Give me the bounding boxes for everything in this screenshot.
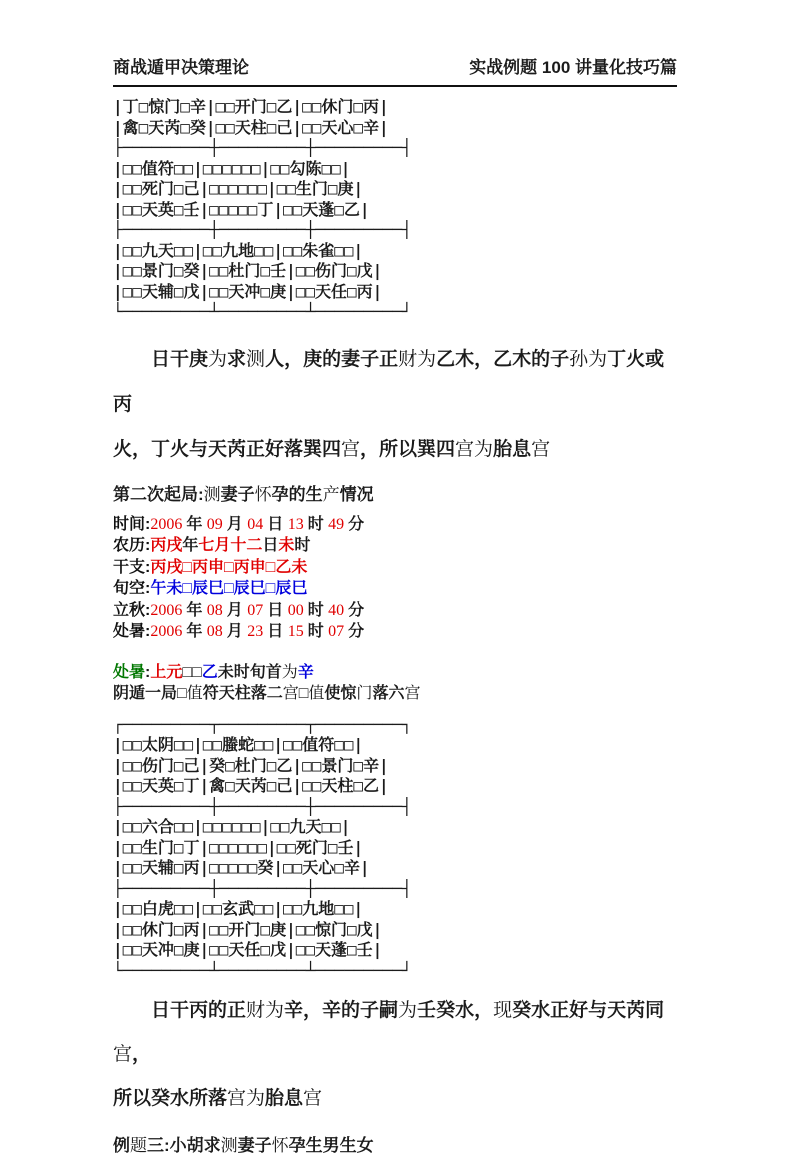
chart-line: |禽□天芮□癸|□□天柱□己|□□天心□辛| [113,117,389,137]
text-segment: 财为 [246,1000,285,1021]
text-segment: 火，丁火与天芮正好落巽四 [113,438,342,460]
text-segment: 七月十二 [198,537,263,554]
text-segment: 测 [203,484,221,504]
text-segment: 04 [247,515,268,533]
info-label-lunar: 农历: [113,537,151,554]
header-left-title: 商战遁甲决策理论 [113,58,249,77]
text-segment: 时 [294,537,311,554]
text-segment: 分 [348,601,365,619]
text-segment: 宫 [404,684,421,702]
text-segment: 月 [226,623,248,640]
text-segment: 门 [356,684,373,702]
text-segment: 日干丙的正 [151,1000,247,1021]
chart-line: |□□生门□丁|□□□□□□|□□死门□壬| [113,837,364,857]
text-segment: 乙木，乙木的子 [436,348,570,370]
text-segment: 测 [246,348,266,370]
text-segment: 分 [348,623,365,640]
text-segment: 辛，辛的子嗣 [284,1000,399,1021]
text-segment: 所以癸水所落 [113,1088,228,1109]
chart-line: |□□休门□丙|□□开门□庚|□□惊门□戊| [113,919,383,939]
chart-line: ├─────────┼─────────┼─────────┤ [113,220,412,239]
analysis-paragraph-1 [113,337,677,472]
chart-line: ├─────────┼─────────┼─────────┤ [113,878,412,898]
text-segment: 丙戌□丙申□丙申□乙未 [150,558,308,576]
text-segment: 妻子 [220,484,255,504]
text-segment: 落六 [372,684,405,702]
text-segment: 23 [247,623,268,640]
analysis-paragraph-2 [113,989,677,1121]
text-segment: 年 [182,537,199,554]
yuan-xunshou-line [113,662,677,683]
text-segment: 例 [113,1136,130,1155]
chart-line: |□□天冲□庚|□□天任□戊|□□天蓬□壬| [113,940,383,959]
text-segment: 年 [186,601,207,619]
header-right-title: 实战例题 100 讲量化技巧篇 [469,58,677,77]
text-segment: 日 [262,537,279,554]
text-segment: 现 [493,1000,513,1021]
text-segment: 为 [281,663,298,681]
text-segment: ，所以巽四 [360,438,456,460]
text-segment: 月 [226,515,248,533]
chart-line: ├─────────┼─────────┼─────────┤ [113,796,412,816]
chart-line: |□□天英□壬|□□□□□丁|□□天蓬□乙| [113,199,370,219]
text-segment: 丁火或丙 [113,348,665,415]
chart-line: |□□天辅□戊|□□天冲□庚|□□天任□丙| [113,281,383,301]
text-segment: 年 [186,515,207,533]
text-segment: 日 [267,601,288,619]
chart-line: |□□天英□丁|禽□天芮□己|□□天柱□乙| [113,776,389,795]
text-segment: 年 [186,623,207,640]
text-segment: 2006 [150,515,187,533]
chart-line: |□□景门□癸|□□杜门□壬|□□伤门□戊| [113,261,383,280]
info-row-ganzhi [113,557,677,579]
chart-line: |□□死门□己|□□□□□□|□□生门□庚| [113,179,364,198]
text-segment: 值 [186,684,203,702]
ju-zhifu-zhishi-line [113,683,677,705]
chart-line: |□□太阴□□|□□螣蛇□□|□□值符□□| [113,735,364,754]
chart-line: |□□六合□□|□□□□□□|□□九天□□| [113,817,351,836]
text-segment: 产 [322,484,340,504]
chart-line: ┌─────────┬─────────┬─────────┐ [113,714,412,734]
info-value-liqiu [150,602,364,619]
text-segment: 财为 [398,348,437,370]
chart-line: └─────────┴─────────┴─────────┘ [113,302,412,321]
text-segment: 情况 [339,484,374,504]
text-segment: 求 [227,348,247,370]
text-segment: 09 [206,515,227,533]
text-segment: □□ [182,663,202,681]
text-segment: 测 [220,1136,238,1155]
text-segment: 孙为 [569,348,608,370]
text-segment: 使惊 [324,684,357,702]
text-segment: 08 [206,601,227,619]
text-segment: 日 [267,515,288,533]
text-segment: 癸水正好与天芮同 [512,1000,665,1021]
text-segment: 宫 [531,438,551,460]
info-label-chushu: 处暑: [113,623,151,640]
info-row-chushu [113,621,677,643]
cast-info-block [113,514,677,643]
text-segment: 值 [308,684,325,702]
example-three-heading [113,1133,677,1159]
chart-line: ├─────────┼─────────┼─────────┤ [113,138,412,157]
text-segment: 时 [307,623,329,640]
chart-line: |丁□惊门□辛|□□开门□乙|□□休门□丙| [113,97,389,116]
text-segment: 宫 [303,1088,323,1109]
text-segment: : [145,663,151,681]
text-segment: 日干庚 [151,348,209,370]
text-segment: 题 [130,1136,147,1155]
text-segment: ， [132,1044,152,1065]
text-segment: 阴遁一局□ [113,684,187,702]
text-segment: 宫 [341,438,361,460]
text-segment: 符天柱落二 [202,684,283,702]
text-segment: 孕生男生女 [288,1136,374,1155]
info-value-ganzhi [150,559,307,576]
qimen-chart-2 [113,715,677,982]
info-value-time [150,516,364,533]
chart-line: └─────────┴─────────┴─────────┘ [113,960,412,980]
info-label-ganzhi: 干支: [113,558,151,576]
info-label-time: 时间: [113,515,151,533]
text-segment: 宫 [113,1044,133,1065]
text-segment: 08 [206,623,227,640]
text-segment: 胎息 [265,1088,304,1109]
chart-line: |□□白虎□□|□□玄武□□|□□九地□□| [113,899,364,918]
info-row-lunar [113,535,677,557]
text-segment: 07 [247,601,268,619]
info-label-xunkong: 旬空: [113,580,151,597]
info-value-xunkong [150,580,307,597]
info-value-lunar [150,537,310,554]
text-segment: 07 [328,623,349,640]
text-segment: 月 [226,601,248,619]
chart-line: |□□九天□□|□□九地□□|□□朱雀□□| [113,240,364,260]
text-segment: 处暑 [113,663,146,681]
text-segment: 三:小胡求 [147,1136,221,1155]
info-label-liqiu: 立秋: [113,601,151,619]
text-segment: 宫为 [227,1088,266,1109]
text-segment: 2006 [150,623,187,640]
text-segment: 日 [267,623,288,640]
chart-line: |□□天辅□丙|□□□□□癸|□□天心□辛| [113,858,370,877]
text-segment: 未时旬首 [217,663,282,681]
text-segment: 为 [398,1000,418,1021]
text-segment: 怀 [254,484,272,504]
text-segment: 分 [348,515,365,533]
text-segment: 15 [287,623,308,640]
text-segment: 人，庚的妻子正 [265,348,399,370]
text-segment: 第二次起局: [113,484,204,504]
text-segment: 2006 [150,601,187,619]
chart-line: |□□伤门□己|癸□杜门□乙|□□景门□辛| [113,755,389,775]
text-segment: 宫 [282,684,299,702]
text-segment: 午未□辰巳□辰巳□辰巳 [150,580,308,597]
text-segment: □ [298,684,309,702]
info-row-time [113,514,677,536]
text-segment: 宫为 [455,438,494,460]
section-heading-second-cast [113,482,677,508]
text-segment: 49 [328,515,349,533]
text-segment: 胎息 [493,438,532,460]
text-segment: 13 [287,515,308,533]
qimen-chart-1 [113,97,677,323]
page-header [113,53,677,87]
text-segment: 丙戌 [150,537,183,554]
text-segment: 上元 [150,663,183,681]
text-segment: 时 [307,515,329,533]
text-segment: 40 [328,601,349,619]
text-segment: 时 [307,601,329,619]
text-segment: 怀 [271,1136,289,1155]
text-segment: 为 [208,348,228,370]
text-segment: 孕的生 [271,484,323,504]
text-segment: 妻子 [237,1136,272,1155]
text-segment: 壬癸水， [417,1000,494,1021]
text-segment: 未 [278,537,295,554]
text-segment: 辛 [297,663,314,681]
chart-line: |□□值符□□|□□□□□□|□□勾陈□□| [113,158,351,178]
text-segment: 00 [287,601,308,619]
info-row-xunkong [113,578,677,600]
info-row-liqiu [113,600,677,622]
text-segment: 乙 [201,663,218,681]
info-value-chushu [150,623,364,640]
